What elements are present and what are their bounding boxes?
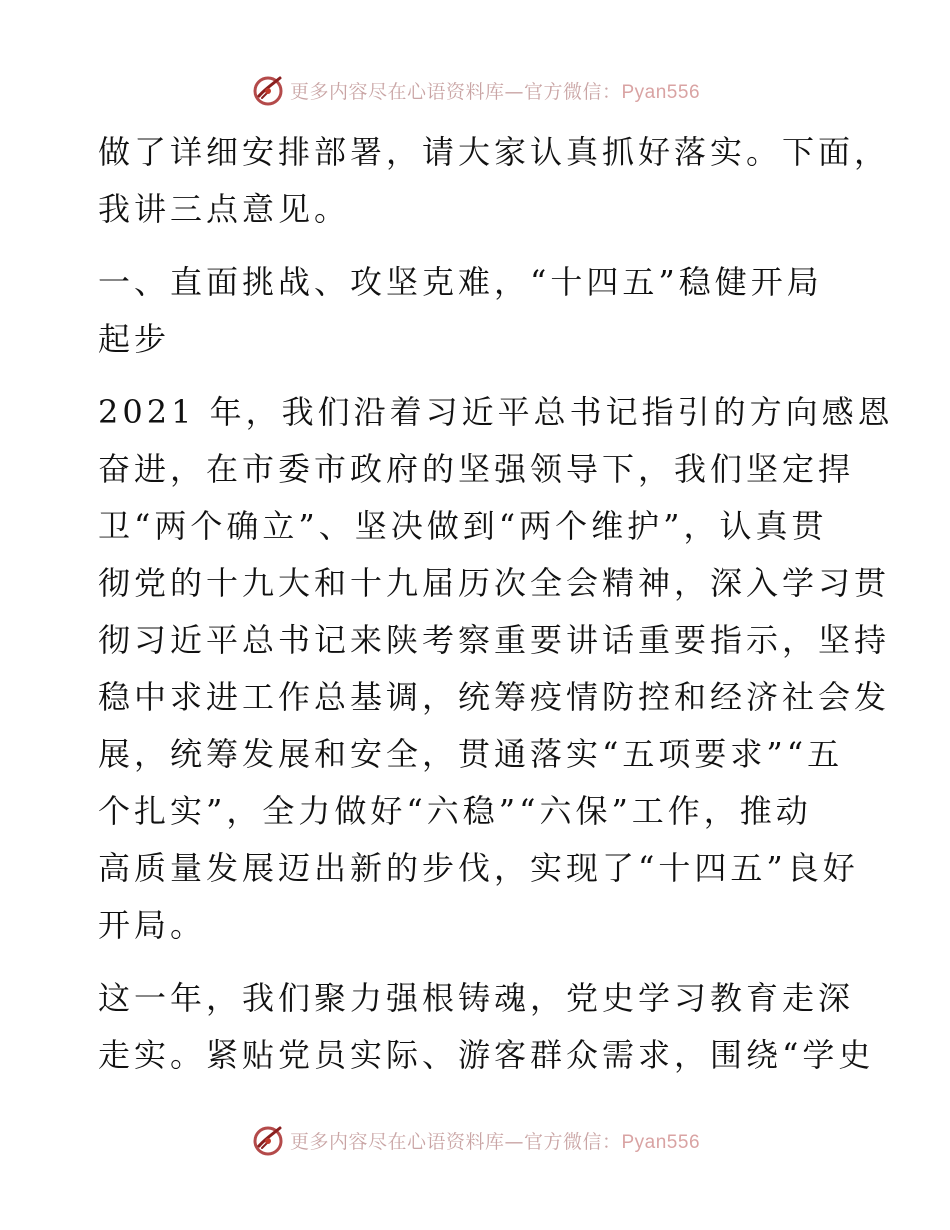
watermark-label: 更多内容尽在心语资料库—官方微信： xyxy=(289,80,622,103)
red-brush-logo-icon xyxy=(250,1122,286,1158)
section-heading-1 xyxy=(98,254,858,368)
document-body xyxy=(98,124,894,1084)
text-line: 彻习近平总书记来陕考察重要讲话重要指示，坚持 xyxy=(98,621,891,659)
text-line: 展，统筹发展和安全，贯通落实“五项要求”“五 xyxy=(98,735,844,773)
text-line: 起步 xyxy=(98,320,171,358)
watermark-text xyxy=(290,77,700,104)
header-watermark xyxy=(0,72,950,108)
footer-watermark xyxy=(0,1122,950,1158)
red-brush-logo-icon xyxy=(250,72,286,108)
watermark-label: 更多内容尽在心语资料库—官方微信： xyxy=(289,1130,622,1153)
text-line: 稳中求进工作总基调，统筹疫情防控和经济社会发 xyxy=(98,678,891,716)
watermark-wechat-id: Pyan556 xyxy=(621,1131,701,1153)
text-line: 走实。紧贴党员实际、游客群众需求，围绕“学史 xyxy=(98,1036,875,1074)
paragraph-intro xyxy=(98,124,891,238)
text-line: 高质量发展迈出新的步伐，实现了“十四五”良好 xyxy=(98,849,859,887)
text-line: 我讲三点意见。 xyxy=(98,190,351,228)
text-line: 个扎实”，全力做好“六稳”“六保”工作，推动 xyxy=(98,792,812,830)
text-line: 2021 年，我们沿着习近平总书记指引的方向感恩 xyxy=(98,393,894,431)
text-line: 做了详细安排部署，请大家认真抓好落实。下面， xyxy=(98,133,891,171)
text-line: 一、直面挑战、攻坚克难，“十四五”稳健开局 xyxy=(98,263,823,301)
watermark-wechat-id: Pyan556 xyxy=(621,81,701,103)
text-line: 这一年，我们聚力强根铸魂，党史学习教育走深 xyxy=(98,979,855,1017)
paragraph-2021-review xyxy=(98,384,894,954)
text-line: 奋进，在市委市政府的坚强领导下，我们坚定捍 xyxy=(98,450,855,488)
text-line: 开局。 xyxy=(98,906,207,944)
text-line: 卫“两个确立”、坚决做到“两个维护”，认真贯 xyxy=(98,507,828,545)
watermark-text xyxy=(290,1127,700,1154)
text-line: 彻党的十九大和十九届历次全会精神，深入学习贯 xyxy=(98,564,891,602)
paragraph-party-history xyxy=(98,970,875,1084)
